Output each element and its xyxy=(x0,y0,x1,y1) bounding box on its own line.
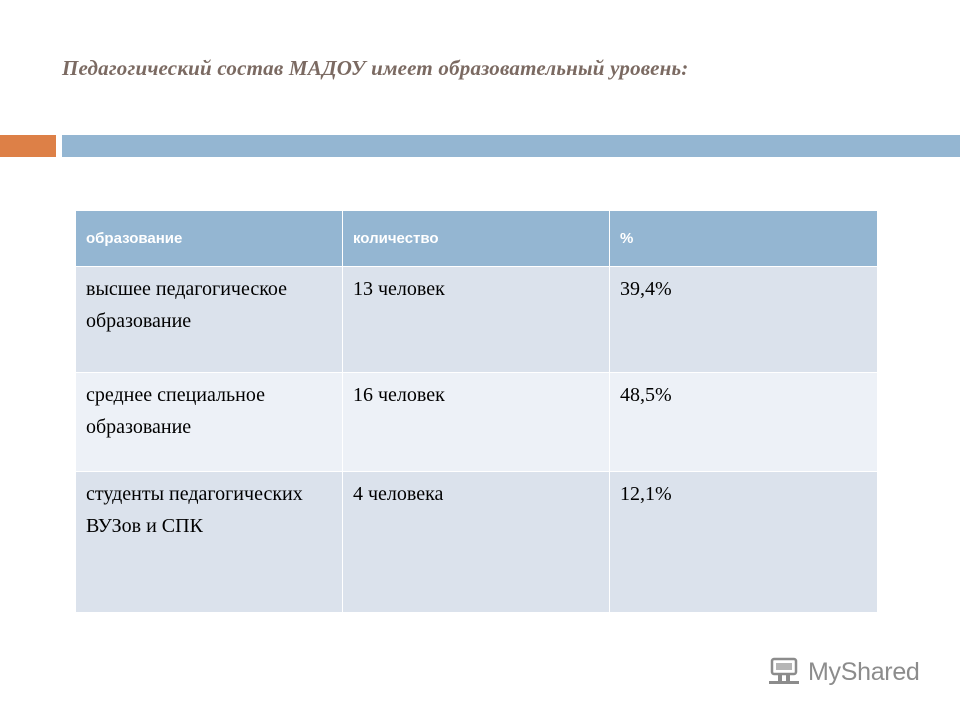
cell-percent: 48,5% xyxy=(610,373,878,472)
myshared-logo-icon xyxy=(768,655,802,690)
cell-percent: 12,1% xyxy=(610,472,878,613)
logo-text: MyShared xyxy=(808,658,920,686)
myshared-logo[interactable] xyxy=(768,655,920,690)
header-count: количество xyxy=(343,211,610,267)
table-header-row xyxy=(76,211,878,267)
table-row xyxy=(76,267,878,373)
education-table xyxy=(75,210,878,613)
table-row xyxy=(76,472,878,613)
cell-count: 13 человек xyxy=(343,267,610,373)
accent-bar-blue xyxy=(62,135,960,157)
header-education: образование xyxy=(76,211,343,267)
cell-percent: 39,4% xyxy=(610,267,878,373)
table-row xyxy=(76,373,878,472)
cell-count: 4 человека xyxy=(343,472,610,613)
cell-count: 16 человек xyxy=(343,373,610,472)
accent-bar-orange xyxy=(0,135,56,157)
cell-education: студенты педагогических ВУЗов и СПК xyxy=(76,472,343,613)
cell-education: высшее педагогическое образование xyxy=(76,267,343,373)
cell-education: среднее специальное образование xyxy=(76,373,343,472)
header-percent: % xyxy=(610,211,878,267)
slide-title: Педагогический состав МАДОУ имеет образовательный уровень: xyxy=(62,56,689,80)
